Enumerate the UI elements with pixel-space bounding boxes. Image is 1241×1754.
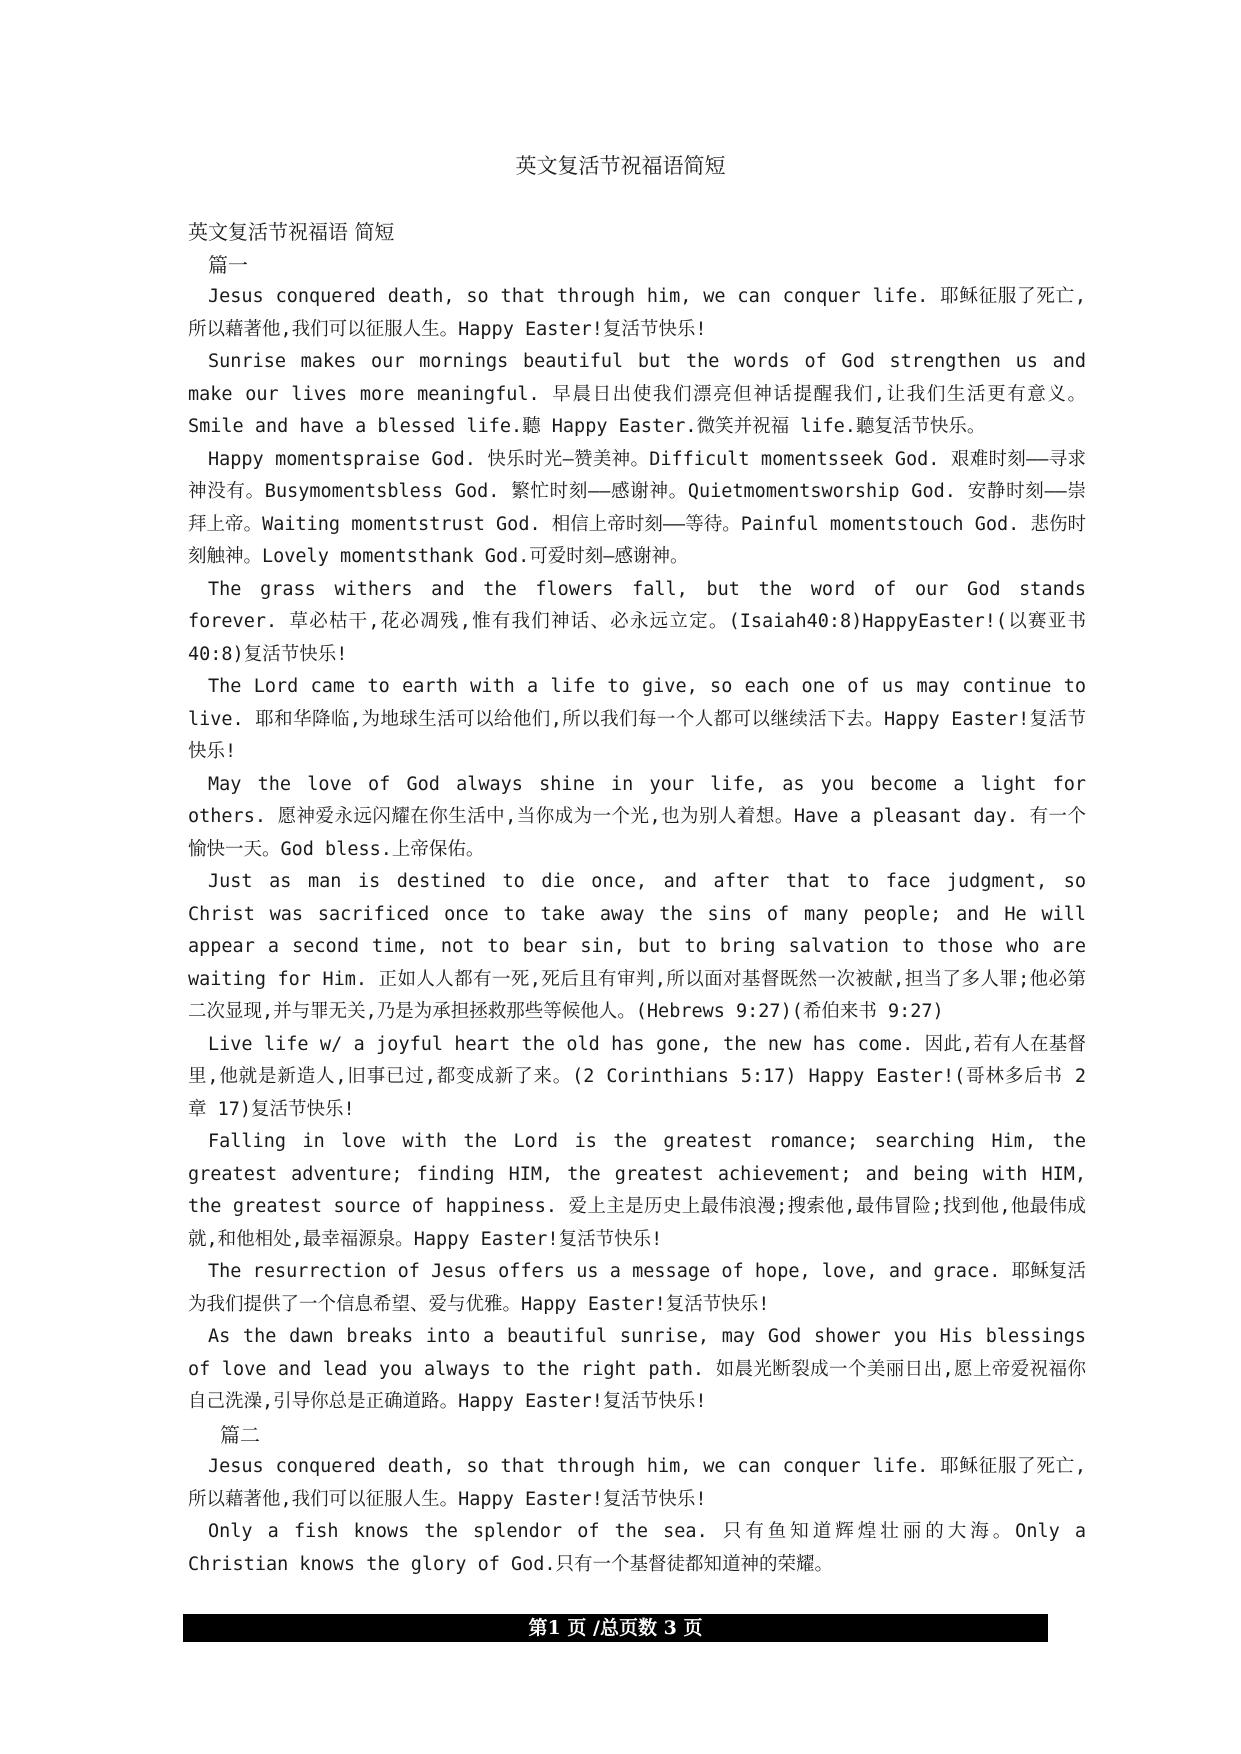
section-label-2: 篇二	[220, 1422, 260, 1447]
footer-page-prefix: 第	[528, 1617, 548, 1639]
document-subtitle: 英文复活节祝福语 简短	[188, 220, 395, 244]
footer-page-number: 1	[547, 1617, 561, 1639]
paragraph: Jesus conquered death, so that through him, we can conquer life. 耶稣征服了死亡,所以藉著他,我们可以征服人生。Happy Easter!复活节快乐!	[188, 286, 1086, 340]
paragraph: Only a fish knows the splendor of the sea. 只有鱼知道辉煌壮丽的大海。Only a Christian knows the glory of God.只有一个基督徒都知道神的荣耀。	[188, 1521, 1086, 1575]
paragraph: The Lord came to earth with a life to give, so each one of us may continue to live. 耶和华降临,为地球生活可以给他们,所以我们每一个人都可以继续活下去。Happy Easter!复活节快乐!	[188, 676, 1086, 762]
document-title: 英文复活节祝福语简短	[515, 154, 726, 178]
paragraph: Sunrise makes our mornings beautiful but the words of God strengthen us and make our lives more meaningful. 早晨日出使我们漂亮但神话提醒我们,让我们生活更有意义。Smile and have a blessed life.聽 Happy Easter.微笑并祝福 life.聽复活节快乐。	[188, 351, 1086, 437]
paragraph: The resurrection of Jesus offers us a message of hope, love, and grace. 耶稣复活为我们提供了一个信息希望、爱与优雅。Happy Easter!复活节快乐!	[188, 1261, 1086, 1315]
paragraph: The grass withers and the flowers fall, but the word of our God stands forever. 草必枯干,花必凋残,惟有我们神话、必永远立定。(Isaiah40:8)HappyEaster!(以赛亚书 40:8)复活节快乐!	[188, 578, 1086, 665]
paragraph: Jesus conquered death, so that through him, we can conquer life. 耶稣征服了死亡,所以藉著他,我们可以征服人生。Happy Easter!复活节快乐!	[188, 1456, 1086, 1510]
footer-total-pages: 3	[663, 1617, 677, 1639]
footer-total-suffix: 页	[683, 1617, 703, 1639]
document-body	[188, 216, 1086, 1581]
paragraph: Happy momentspraise God. 快乐时光—赞美神。Difficult momentsseek God. 艰难时刻——寻求神没有。Busymomentsbless God. 繁忙时刻——感谢神。Quietmomentsworship God. 安静时刻——崇拜上帝。Waiting momentstrust God. 相信上帝时刻——等待。Painful momentstouch God. 悲伤时刻触神。Lovely momentsthank God.可爱时刻—感谢神。	[188, 448, 1086, 567]
footer-page-suffix: 页 /总页数	[567, 1617, 657, 1639]
paragraph: May the love of God always shine in your life, as you become a light for others. 愿神爱永远闪耀在你生活中,当你成为一个光,也为别人着想。Have a pleasant day. 有一个愉快一天。God bless.上帝保佑。	[188, 773, 1086, 860]
paragraph: Falling in love with the Lord is the greatest romance; searching Him, the greatest adventure; finding HIM, the greatest achievement; and being with HIM, the greatest source of happiness. 爱上主是历史上最伟浪漫;搜索他,最伟冒险;找到他,他最伟成就,和他相处,最幸福源泉。Happy Easter!复活节快乐!	[188, 1131, 1086, 1250]
paragraph: As the dawn breaks into a beautiful sunrise, may God shower you His blessings of love and lead you always to the right path. 如晨光断裂成一个美丽日出,愿上帝爱祝福你自己洗澡,引导你总是正确道路。Happy Easter!复活节快乐!	[188, 1326, 1086, 1412]
page-footer	[183, 1614, 1048, 1642]
section-label-1: 篇一	[208, 252, 248, 277]
paragraph: Just as man is destined to die once, and after that to face judgment, so Christ was sacrificed once to take away the sins of many people; and He will appear a second time, not to bear sin, but to bring salvation to those who are waiting for Him. 正如人人都有一死,死后且有审判,所以面对基督既然一次被献,担当了多人罪;他必第二次显现,并与罪无关,乃是为承担拯救那些等候他人。(Hebrews 9:27)(希伯来书 9:27)	[188, 871, 1086, 1022]
paragraph: Live life w/ a joyful heart the old has gone, the new has come. 因此,若有人在基督里,他就是新造人,旧事已过,都变成新了来。(2 Corinthians 5:17) Happy Easter!(哥林多后书 2 章 17)复活节快乐!	[188, 1033, 1086, 1120]
